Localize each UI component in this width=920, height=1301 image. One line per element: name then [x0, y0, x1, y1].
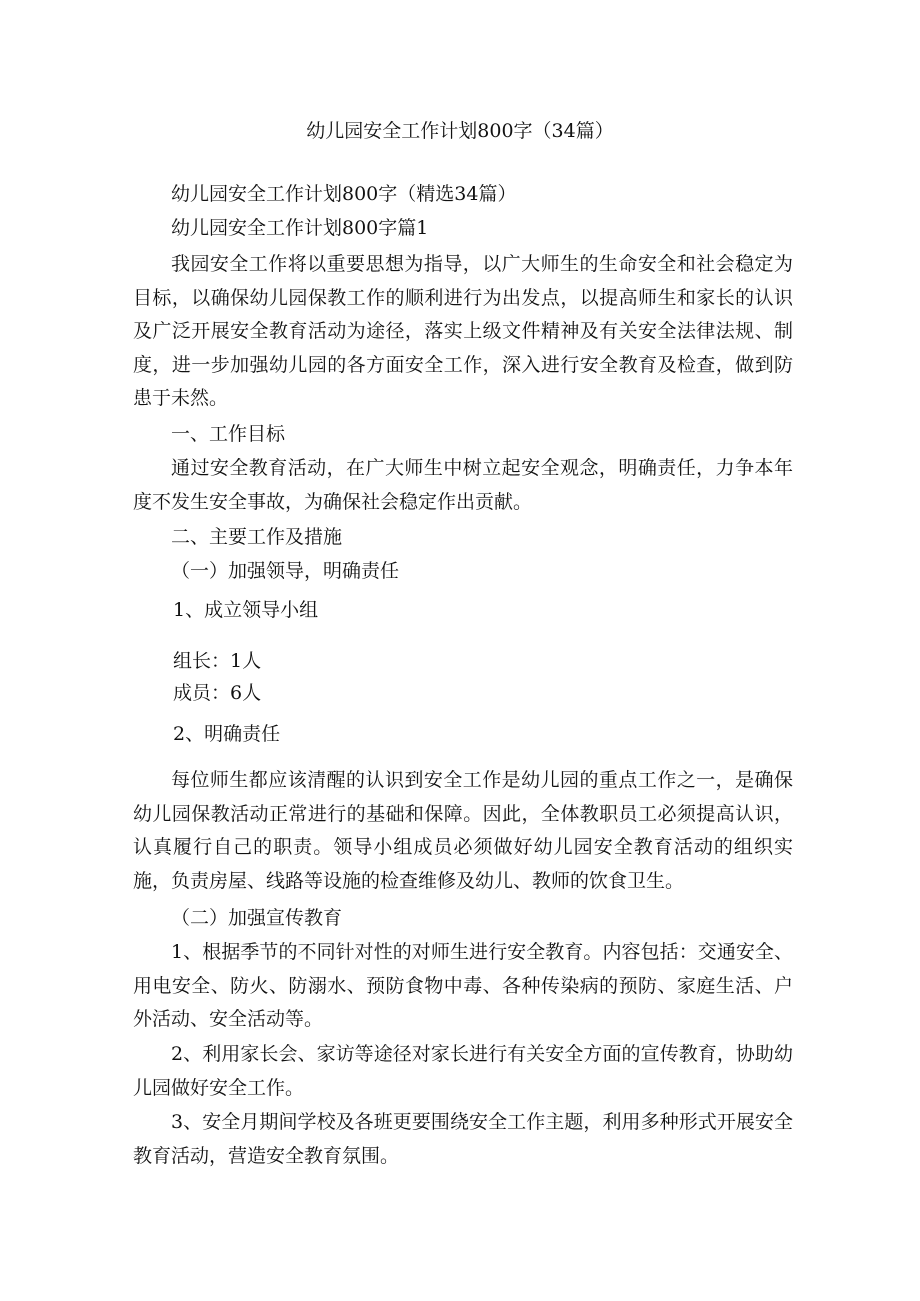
- publicity-point-1: 1、根据季节的不同针对性的对师生进行安全教育。内容包括：交通安全、用电安全、防火、防溺水、预防食物中毒、各种传染病的预防、家庭生活、户外活动、安全活动等。: [133, 941, 793, 1030]
- group-leader: 组长：1人: [173, 650, 262, 672]
- subheading-leadership: （一）加强领导，明确责任: [171, 560, 400, 582]
- publicity-point-2: 2、利用家长会、家访等途径对家长进行有关安全方面的宣传教育，协助幼儿园做好安全工作。: [133, 1043, 793, 1099]
- heading-main-work: 二、主要工作及措施: [171, 526, 343, 548]
- intro-paragraph: 我园安全工作将以重要思想为指导，以广大师生的生命安全和社会稳定为目标，以确保幼儿园保教工作的顺利进行为出发点，以提高师生和家长的认识及广泛开展安全教育活动为途径，落实上级文件精神及有关安全法律法规、制度，进一步加强幼儿园的各方面安全工作，深入进行安全教育及检查，做到防患于未然。: [133, 253, 793, 409]
- section-title: 幼儿园安全工作计划800字篇1: [171, 217, 429, 239]
- item-form-group: 1、成立领导小组: [173, 599, 319, 621]
- responsibility-paragraph: 每位师生都应该清醒的认识到安全工作是幼儿园的重点工作之一，是确保幼儿园保教活动正常进行的基础和保障。因此，全体教职员工必须提高认识，认真履行自己的职责。领导小组成员必须做好幼儿园安全教育活动的组织实施，负责房屋、线路等设施的检查维修及幼儿、教师的饮食卫生。: [133, 769, 793, 892]
- item-clarify-responsibility: 2、明确责任: [173, 723, 281, 745]
- subheading-publicity: （二）加强宣传教育: [171, 907, 343, 929]
- goal-paragraph: 通过安全教育活动，在广大师生中树立起安全观念，明确责任，力争本年度不发生安全事故，为确保社会稳定作出贡献。: [133, 457, 793, 513]
- group-members: 成员：6人: [173, 682, 262, 704]
- publicity-point-3: 3、安全月期间学校及各班更要围绕安全工作主题，利用多种形式开展安全教育活动，营造安全教育氛围。: [133, 1111, 793, 1167]
- subtitle: 幼儿园安全工作计划800字（精选34篇）: [171, 183, 517, 205]
- document-title: 幼儿园安全工作计划800字（34篇）: [306, 120, 614, 142]
- heading-work-goal: 一、工作目标: [171, 423, 286, 445]
